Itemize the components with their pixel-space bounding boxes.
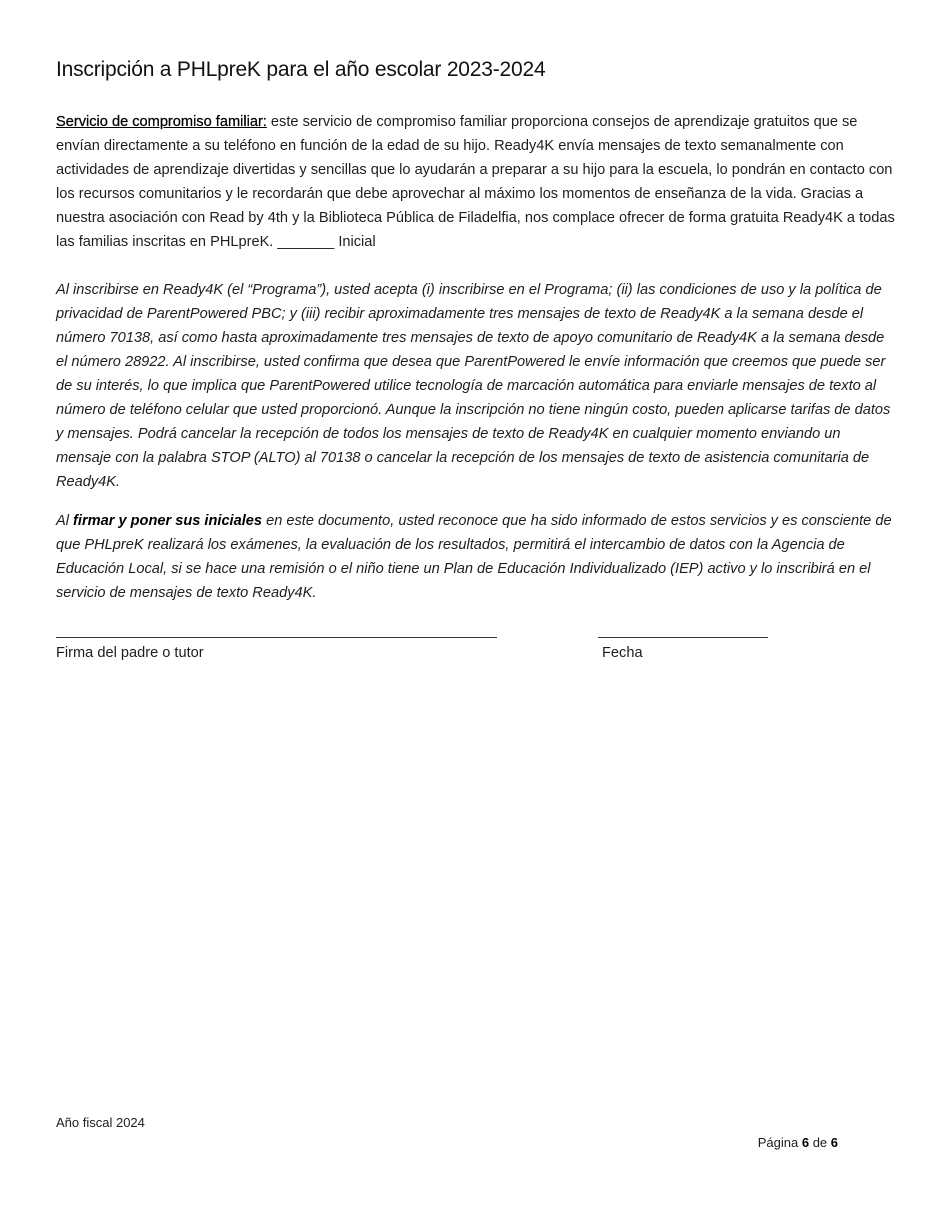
initial-blank[interactable]: _______	[273, 234, 339, 250]
page-total: 6	[830, 1135, 838, 1150]
service-paragraph	[56, 110, 896, 254]
page-title: Inscripción a PHLpreK para el año escolar 2023-2024	[56, 58, 546, 81]
acknowledgment-paragraph	[56, 509, 896, 605]
acknowledgment-prefix: Al	[56, 513, 74, 529]
service-heading: Servicio de compromiso familiar:	[56, 114, 267, 130]
page-current: 6	[801, 1135, 810, 1150]
footer-fiscal-year: Año fiscal 2024	[56, 1115, 145, 1130]
service-text: este servicio de compromiso familiar proporciona consejos de aprendizaje gratuitos que se envían directamente a su teléfono en función de la edad de su hijo. Ready4K envía mensajes de texto semanalmente con actividades de aprendizaje divertidas y sencillas que lo ayudarán a preparar a su hijo para la escuela, lo pondrán en contacto con los recursos comunitarios y le recordarán que debe aprovechar al máximo los momentos de enseñanza de la vida. Gracias a nuestra asociación con Read by 4th y la Biblioteca Pública de Filadelfia, nos complace ofrecer de forma gratuita Ready4K a todas las familias inscritas en PHLpreK.	[56, 114, 895, 250]
date-signature-line[interactable]	[598, 637, 768, 638]
date-label: Fecha	[602, 645, 643, 661]
initial-label: Inicial	[338, 234, 376, 250]
footer-page-number	[758, 1135, 838, 1150]
acknowledgment-text: en este documento, usted reconoce que ha sido informado de estos servicios y es consciente de que PHLpreK realizará los exámenes, la evaluación de los resultados, permitirá el intercambio de datos con la Agencia de Educación Local, si se hace una remisión o el niño tiene un Plan de Educación Individualizado (IEP) activo y lo inscribirá en el servicio de mensajes de texto Ready4K.	[56, 513, 892, 601]
acknowledgment-emphasis: firmar y poner sus iniciales	[73, 513, 263, 529]
page-of: de	[809, 1135, 831, 1150]
parent-signature-label: Firma del padre o tutor	[56, 645, 204, 661]
enrollment-terms-paragraph: Al inscribirse en Ready4K (el “Programa”), usted acepta (i) inscribirse en el Programa; (ii) las condiciones de uso y la política de privacidad de ParentPowered PBC; y (iii) recibir aproximadamente tres mensajes de texto de Ready4K a la semana desde el número 70138, así como hasta aproximadamente tres mensajes de texto de apoyo comunitario de Ready4K a la semana desde el número 28922. Al inscribirse, usted confirma que desea que ParentPowered le envíe información que creemos que puede ser de su interés, lo que implica que ParentPowered utilice tecnología de marcación automática para enviarle mensajes de texto al número de teléfono celular que usted proporcionó. Aunque la inscripción no tiene ningún costo, pueden aplicarse tarifas de datos y mensajes. Podrá cancelar la recepción de todos los mensajes de texto de Ready4K en cualquier momento enviando un mensaje con la palabra STOP (ALTO) al 70138 o cancelar la recepción de los mensajes de texto de asistencia comunitaria de Ready4K.	[56, 282, 891, 490]
parent-signature-line[interactable]	[56, 637, 497, 638]
page-prefix: Página	[757, 1135, 802, 1150]
